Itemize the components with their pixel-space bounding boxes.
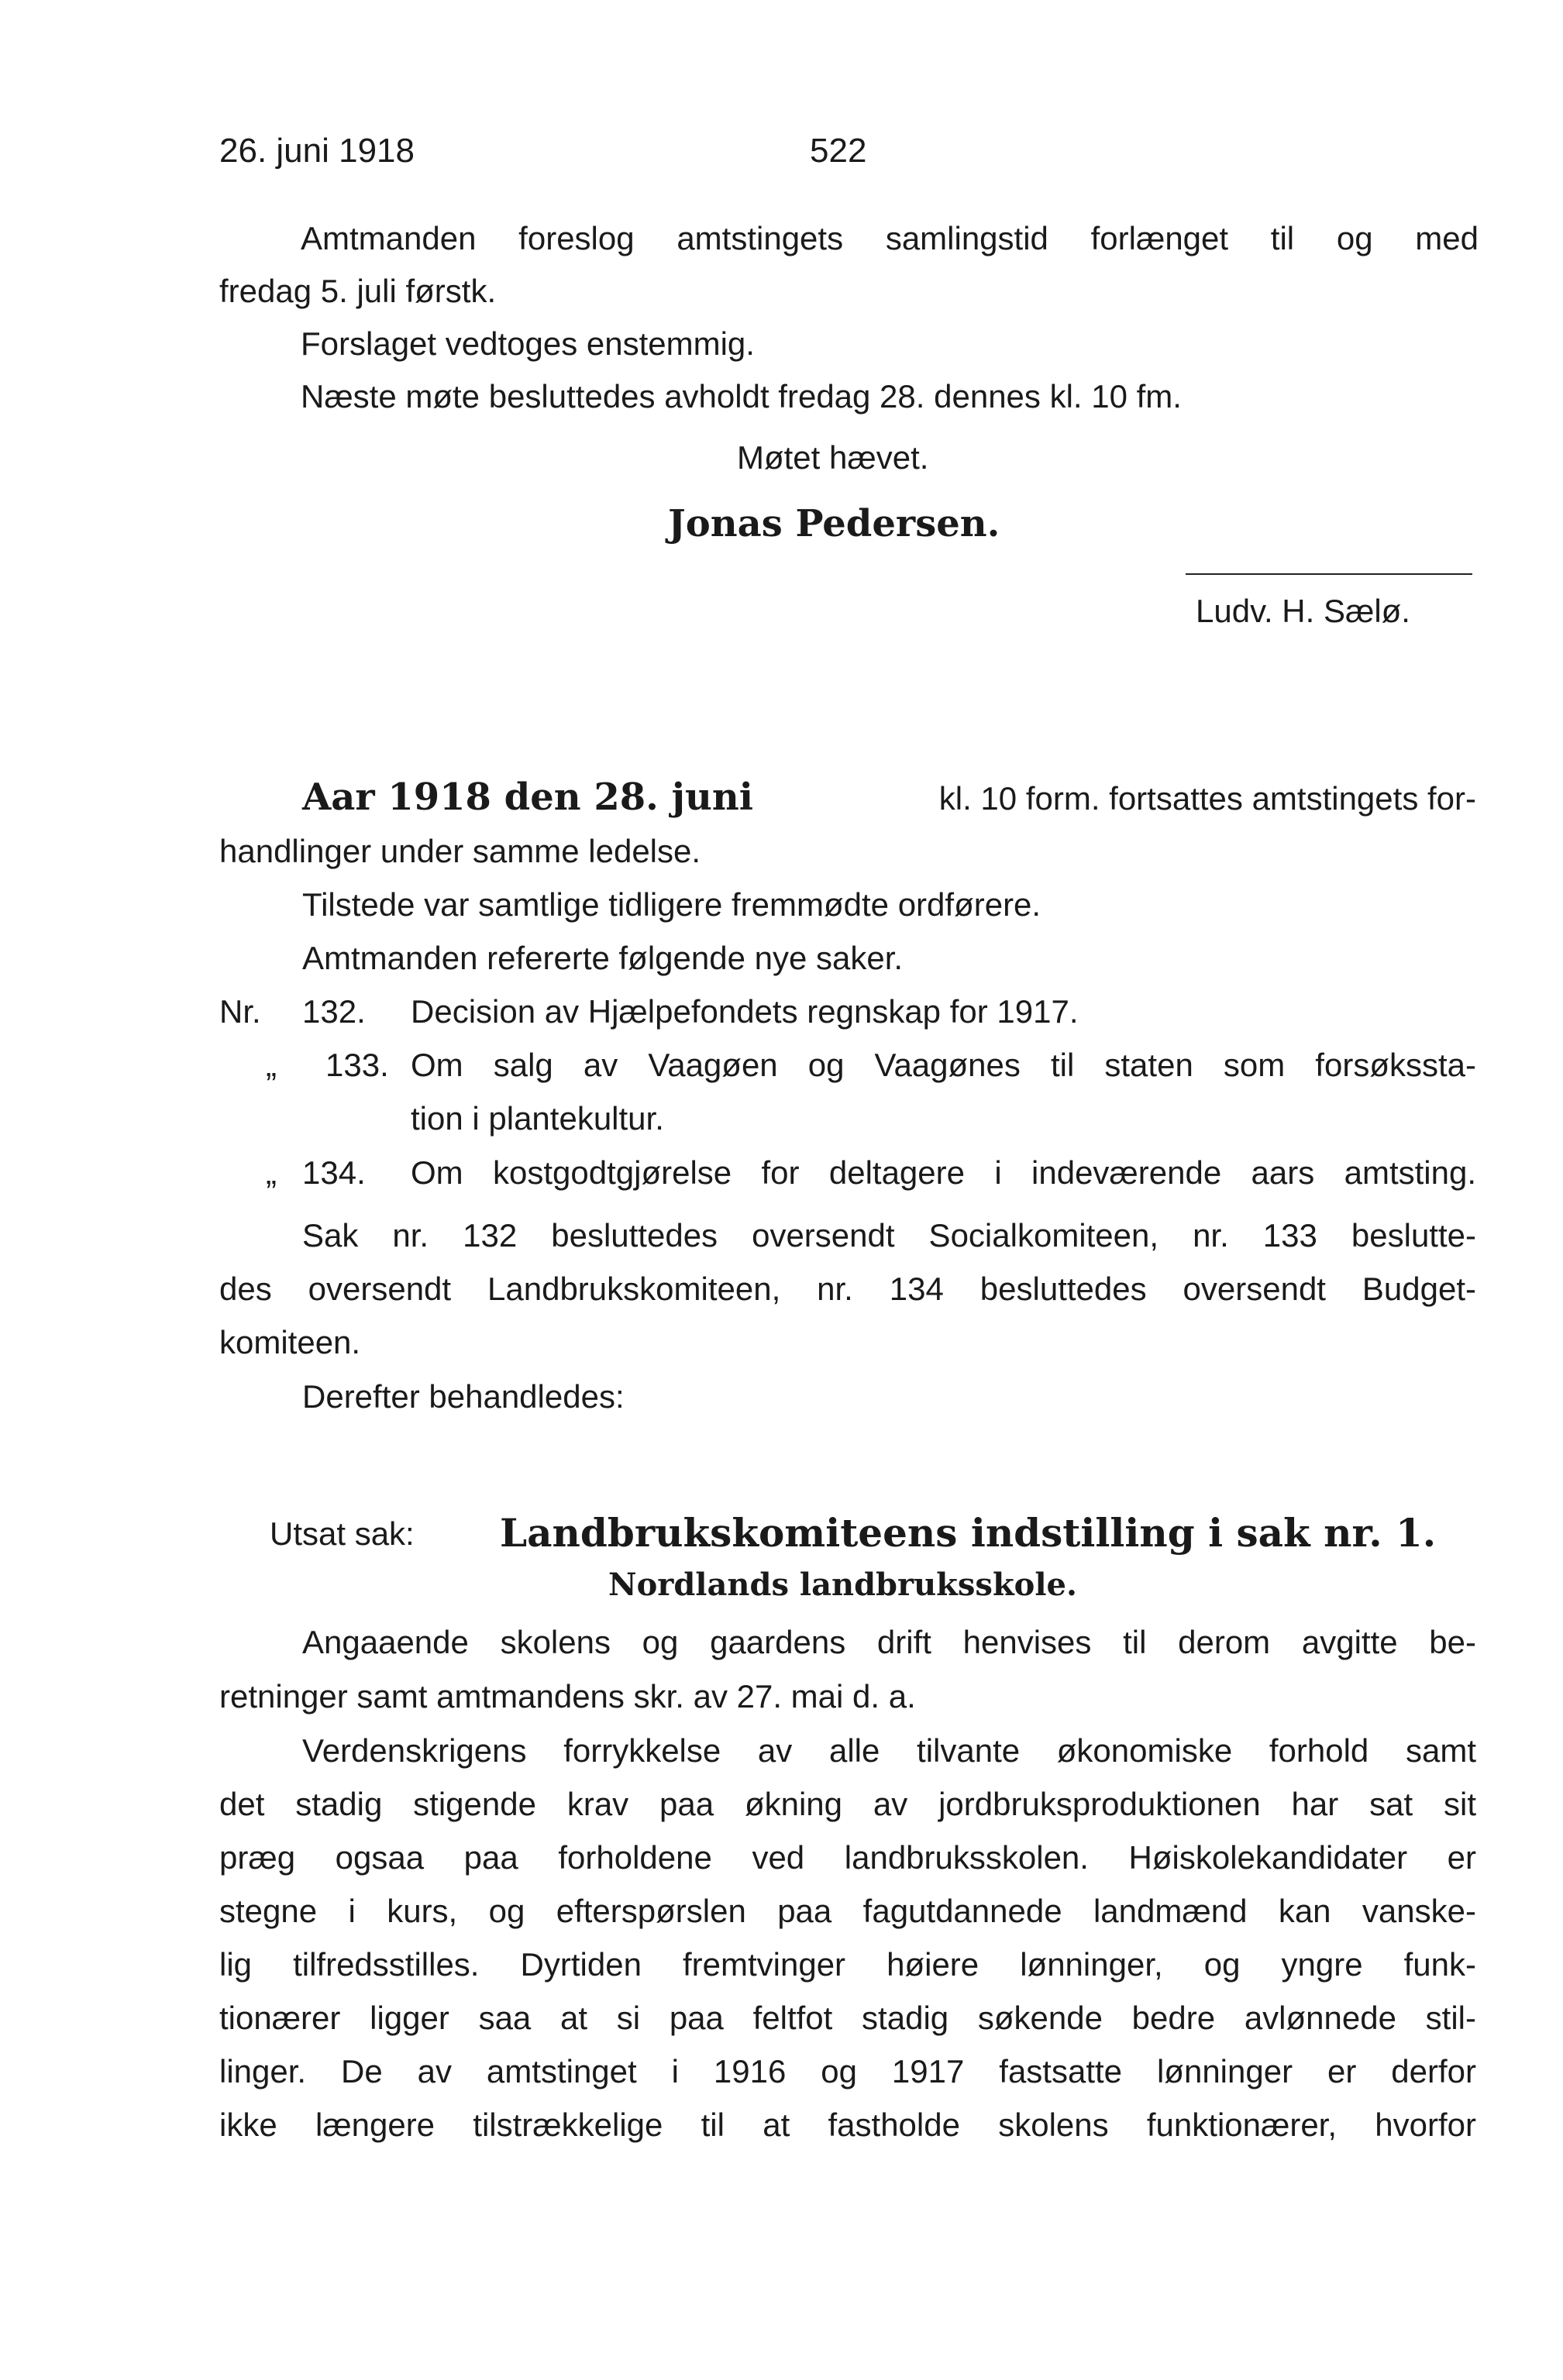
case-subtitle: Nordlands landbruksskole.: [608, 1567, 1077, 1603]
session-heading-rest: kl. 10 form. fortsattes amtstingets for-: [938, 780, 1476, 817]
text-line: Forslaget vedtoges enstemmig.: [301, 325, 755, 362]
case-title: Landbrukskomiteens indstilling i sak nr. 1.: [500, 1510, 1437, 1556]
list-item-text: tion i plantekultur.: [411, 1100, 664, 1137]
header-date: 26. juni 1918: [219, 132, 415, 170]
text-line: det stadig stigende krav paa økning av jordbruksproduktionen har sat sit: [219, 1786, 1476, 1822]
text-line: des oversendt Landbrukskomiteen, nr. 134 besluttedes oversendt Budget-: [219, 1271, 1476, 1307]
text-line: fredag 5. juli førstk.: [219, 273, 497, 309]
text-line: præg ogsaa paa forholdene ved landbruksskolen. Høiskolekandidater er: [219, 1839, 1476, 1876]
list-item-number: 133.: [325, 1047, 389, 1083]
text-line: Sak nr. 132 besluttedes oversendt Socialkomiteen, nr. 133 beslutte-: [302, 1217, 1476, 1254]
text-line: handlinger under samme ledelse.: [219, 833, 701, 869]
text-line: retninger samt amtmandens skr. av 27. mai d. a.: [219, 1678, 916, 1714]
text-line: linger. De av amtstinget i 1916 og 1917 fastsatte lønninger er derfor: [219, 2053, 1476, 2089]
text-line: lig tilfredsstilles. Dyrtiden fremtvinger høiere lønninger, og yngre funk-: [219, 1946, 1476, 1983]
session-heading-date: Aar 1918 den 28. juni: [302, 776, 753, 819]
text-line: stegne i kurs, og efterspørslen paa fagutdannede landmænd kan vanske-: [219, 1893, 1476, 1929]
list-item-prefix: Nr.: [219, 993, 261, 1030]
list-item-number: 132.: [302, 993, 366, 1030]
text-line: Tilstede var samtlige tidligere fremmødte ordførere.: [302, 886, 1041, 923]
signature-secretary: Ludv. H. Sælø.: [1196, 593, 1410, 629]
text-line: Amtmanden foreslog amtstingets samlingstid forlænget til og med: [301, 220, 1479, 256]
list-item-prefix: „: [266, 1154, 277, 1191]
list-item-text: Decision av Hjælpefondets regnskap for 1917.: [411, 993, 1079, 1030]
session-heading: [302, 778, 1476, 818]
text-line: Amtmanden refererte følgende nye saker.: [302, 940, 904, 976]
signature-chair: Jonas Pedersen.: [668, 502, 1000, 545]
text-line: ikke længere tilstrækkelige til at fastholde skolens funktionærer, hvorfor: [219, 2107, 1476, 2143]
list-item-prefix: „: [266, 1047, 277, 1083]
list-item-text: Om salg av Vaagøen og Vaagønes til staten som forsøksstа-: [411, 1047, 1476, 1083]
meeting-closed: Møtet hævet.: [737, 439, 929, 476]
text-line: Derefter behandledes:: [302, 1378, 625, 1415]
text-line: komiteen.: [219, 1324, 361, 1360]
case-label: Utsat sak:: [270, 1515, 415, 1552]
list-item-number: 134.: [302, 1154, 366, 1191]
list-item-text: Om kostgodtgjørelse for deltagere i indeværende aars amtsting.: [411, 1154, 1476, 1191]
page-number: 522: [810, 132, 867, 170]
signature-rule: [1186, 573, 1472, 575]
text-line: Verdenskrigens forrykkelse av alle tilvante økonomiske forhold samt: [302, 1732, 1476, 1769]
text-line: Næste møte besluttedes avholdt fredag 28. dennes kl. 10 fm.: [301, 378, 1182, 414]
text-line: Angaaende skolens og gaardens drift henvises til derom avgitte be-: [302, 1624, 1476, 1660]
text-line: tionærer ligger saa at si paa feltfot stadig søkende bedre avlønnede stil-: [219, 2000, 1476, 2036]
